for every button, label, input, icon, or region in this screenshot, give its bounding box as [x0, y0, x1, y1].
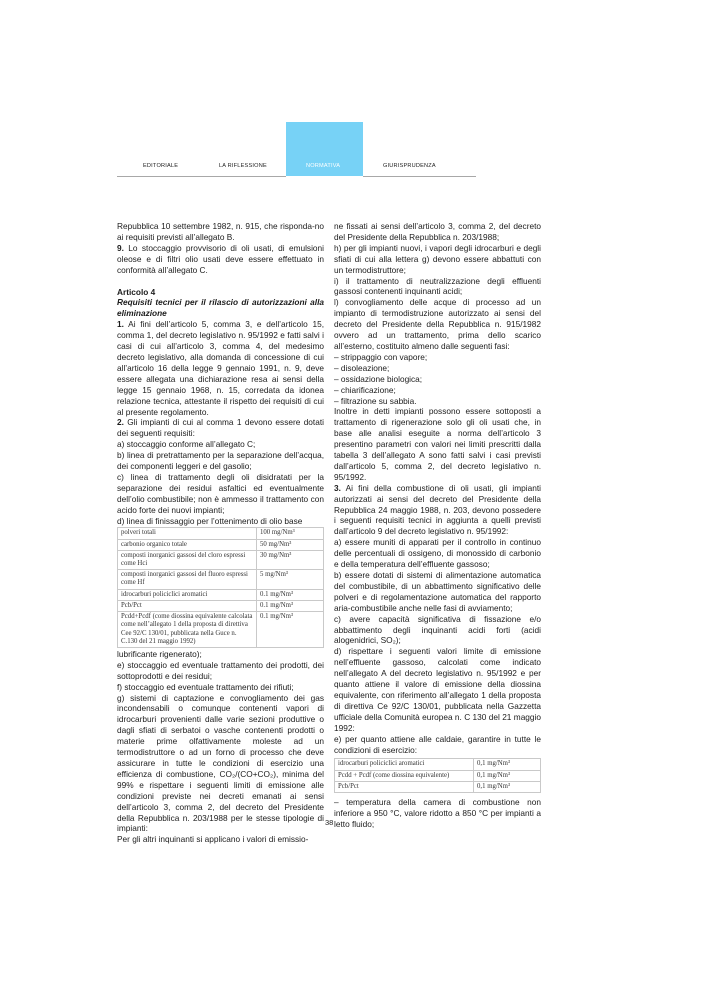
item-number: 9.: [117, 242, 124, 253]
limit-cell: 0.1 mg/Nm³: [257, 612, 324, 648]
left-column: [117, 221, 324, 845]
substance-cell: Pcdd + Pcdf (come diossina equivalente): [335, 770, 474, 781]
paragraph: [334, 483, 541, 538]
table-row: [118, 550, 324, 569]
list-item: g) sistemi di captazione e convogliamento dei gas incondensabili o comunque contenenti vapori di idrocarburi provenienti dalle varie sezioni produttive o dagli sfiati di serbatoi o vasche contenenti prodotti o materie prime olfattivamente moleste ad un termodistruttore o ad un forno di processo che deve assicurare in tutte le condizioni di esercizio una efficienza di combustione, CO₂/(CO+CO₂), minima del 99% e rispettare i seguenti limiti di emissione alle condizioni previste nei decreti emanati ai sensi dell’articolo 3, comma 2, del decreto del Presidente della Repubblica n. 203/1988 per le stesse tipologie di impianti:: [117, 692, 324, 834]
paragraph: [117, 417, 324, 439]
substance-cell: polveri totali: [118, 528, 257, 539]
limit-cell: 100 mg/Nm³: [257, 528, 324, 539]
list-item: i) il trattamento di neutralizzazione degli effluenti gassosi contenenti inquinanti acidi;: [334, 275, 541, 297]
paragraph: Repubblica 10 settembre 1982, n. 915, che risponda-no ai requisiti previsti all’allegato B.: [117, 221, 324, 242]
table-row: [118, 528, 324, 539]
paragraph-text: Ai fini dell’articolo 5, comma 3, e dell’articolo 15, comma 1, del decreto legislativo n. 95/1992 e fatti salvi i casi di cui all’articolo 3, comma 4, del medesimo decreto legislativo, alla domanda di concessione di cui all’articolo 16 della legge 9 gennaio 1991, n. 9, deve essere allegata una dichiarazione resa ai sensi della legge 15 gennaio 1968, n. 15, corredata da idonea relazione tecnica, attestante il rispetto dei requisiti di cui al presente regolamento.: [117, 319, 324, 417]
paragraph: Per gli altri inquinanti si applicano i valori di emissio-: [117, 834, 309, 845]
table-row: [118, 612, 324, 648]
list-item: – ossidazione biologica;: [334, 373, 423, 384]
emission-limits-table: [117, 527, 324, 647]
list-item: h) per gli impianti nuovi, i vapori degli idrocarburi e degli sfiati di cui alla lettera g) devono essere abbattuti con un termodistruttore;: [334, 242, 541, 275]
substance-cell: carbonio organico totale: [118, 539, 257, 550]
list-item: d) linea di finissaggio per l’ottenimento di olio base: [117, 515, 303, 526]
list-item: – filtrazione su sabbia.: [334, 395, 417, 406]
list-item: a) stoccaggio conforme all’allegato C;: [117, 439, 256, 450]
tab-la-riflessione[interactable]: LA RIFLESSIONE: [219, 163, 267, 169]
table-row: [118, 589, 324, 600]
substance-cell: Pcb/Pct: [335, 781, 474, 792]
table-row: [335, 781, 541, 792]
limit-cell: 5 mg/Nm³: [257, 570, 324, 589]
page-number: 38: [325, 818, 334, 827]
substance-cell: Pcb/Pct: [118, 600, 257, 611]
list-item: c) avere capacità significativa di fissazione e/o abbattimento degli inquinanti acidi forti (acidi alogenidrici, SO₂);: [334, 613, 541, 646]
list-item: – temperatura della camera di combustione non inferiore a 950 °C, valore ridotto a 850 °C per impianti a letto fluido;: [334, 797, 541, 829]
list-item: a) essere muniti di apparati per il controllo in continuo delle percentuali di ossigeno, di monossido di carbonio e della temperatura dell’effluente gassoso;: [334, 537, 541, 570]
list-item: e) stoccaggio ed eventuale trattamento dei prodotti, dei sottoprodotti e dei residui;: [117, 659, 324, 681]
paragraph-text: Ai fini della combustione di oli usati, gli impianti autorizzati ai sensi del decreto del Presidente della Repubblica 24 maggio 1988, n. 203, devono possedere i seguenti requisiti tecnici in aggiunta a quelli previsti dall’articolo 9 del decreto legislativo n. 95/1992:: [334, 482, 541, 537]
table-row: [118, 570, 324, 589]
list-item: l) convogliamento delle acque di processo ad un impianto di termodistruzione autorizzato ai sensi del decreto del Presidente della Repubblica n. 915/1982 ovvero ad un trattamento, prima dello scarico all’esterno, costituito almeno dalle seguenti fasi:: [334, 297, 541, 351]
list-item: b) essere dotati di sistemi di alimentazione automatica del combustibile, di un abbattimento significativo delle polveri e di regolamentazione automatica del rapporto aria-combustibile anche nelle fasi di avviamento;: [334, 570, 541, 613]
limit-cell: 0,1 mg/Nm³: [474, 781, 541, 792]
right-column: [334, 221, 541, 830]
paragraph-text: Lo stoccaggio provvisorio di oli usati, di emulsioni oleose e di filtri olio usati deve essere effettuato in conformità all’allegato C.: [117, 242, 324, 275]
list-item: – disoleazione;: [334, 362, 390, 373]
list-item: lubrificante rigenerato);: [117, 648, 202, 659]
item-number: 3.: [334, 482, 341, 493]
substance-cell: idrocarburi policiclici aromatici: [118, 589, 257, 600]
paragraph: ne fissati ai sensi dell’articolo 3, comma 2, del decreto del Presidente della Repubblica n. 203/1988;: [334, 221, 541, 242]
limit-cell: 50 mg/Nm³: [257, 539, 324, 550]
table-row: [118, 539, 324, 550]
list-item: f) stoccaggio ed eventuale trattamento dei rifiuti;: [117, 681, 294, 692]
limit-cell: 0.1 mg/Nm³: [257, 600, 324, 611]
article-subheading: Requisiti tecnici per il rilascio di autorizzazioni alla eliminazione: [117, 297, 324, 319]
limit-cell: 0,1 mg/Nm³: [474, 759, 541, 770]
table-row: [335, 770, 541, 781]
list-item: c) linea di trattamento degli oli disidratati per la separazione dei residui asfaltici ed eventualmente dell’olio combustibile; non è ammesso il trattamento con acido forte dei nuovi impianti;: [117, 471, 324, 515]
limit-cell: 30 mg/Nm³: [257, 550, 324, 569]
boiler-limits-table: [334, 758, 541, 793]
item-number: 1.: [117, 319, 124, 330]
article-heading: Articolo 4: [117, 286, 156, 297]
substance-cell: composti inorganici gassosi del fluoro espressi come Hf: [118, 570, 257, 589]
list-item: b) linea di pretrattamento per la separazione dell’acqua, dei componenti leggeri e del gasolio;: [117, 450, 324, 472]
paragraph: Inoltre in detti impianti possono essere sottoposti a trattamento di rigenerazione solo gli oli usati che, in base alle analisi eseguite a norma dell’articolo 3 presentino parametri con valori nei limiti prescritti dalla tabella 3 dell’allegato A sono fatti salvi i casi previsti dall’articolo 5, comma 2, del decreto legislativo n. 95/1992.: [334, 406, 541, 482]
item-number: 2.: [117, 417, 124, 428]
tab-normativa[interactable]: NORMATIVA: [306, 163, 341, 169]
list-item: d) rispettare i seguenti valori limite di emissione nell’effluente gassoso, calcolati come indicato nell’allegato A del decreto legislativo n. 95/1992 e per quanto attiene il valore di emissione della diossina equivalente, con riferimento all’allegato 1 della proposta di direttiva Ce 92/C 130/01, pubblicata nella Gazzetta ufficiale della Comunità europea n. C 130 del 21 maggio 1992:: [334, 646, 541, 733]
nav-rule-right: [363, 176, 476, 177]
list-item: – chiarificazione;: [334, 384, 396, 395]
paragraph-text: Gli impianti di cui al comma 1 devono essere dotati dei seguenti requisiti:: [117, 417, 324, 439]
substance-cell: composti inorganici gassosi del cloro espressi come Hci: [118, 550, 257, 569]
substance-cell: idrocarburi policiclici aromatici: [335, 759, 474, 770]
tab-editoriale[interactable]: EDITORIALE: [143, 163, 179, 169]
paragraph: [117, 243, 324, 276]
limit-cell: 0,1 mg/Nm³: [474, 770, 541, 781]
list-item: – strippaggio con vapore;: [334, 351, 428, 362]
table-row: [335, 759, 541, 770]
nav-rule-left: [117, 176, 286, 177]
limit-cell: 0.1 mg/Nm³: [257, 589, 324, 600]
tab-giurisprudenza[interactable]: GIURISPRUDENZA: [383, 163, 436, 169]
substance-cell: Pcdd+Pcdf (come diossina equivalente calcolata come nell’allegato 1 della proposta di direttiva Cee 92/C 130/01, pubblicata nella Gucе n. C.130 del 21 maggio 1992): [118, 612, 257, 648]
paragraph: [117, 319, 324, 417]
list-item: e) per quanto attiene alle caldaie, garantire in tutte le condizioni di esercizio:: [334, 733, 541, 755]
table-row: [118, 600, 324, 611]
